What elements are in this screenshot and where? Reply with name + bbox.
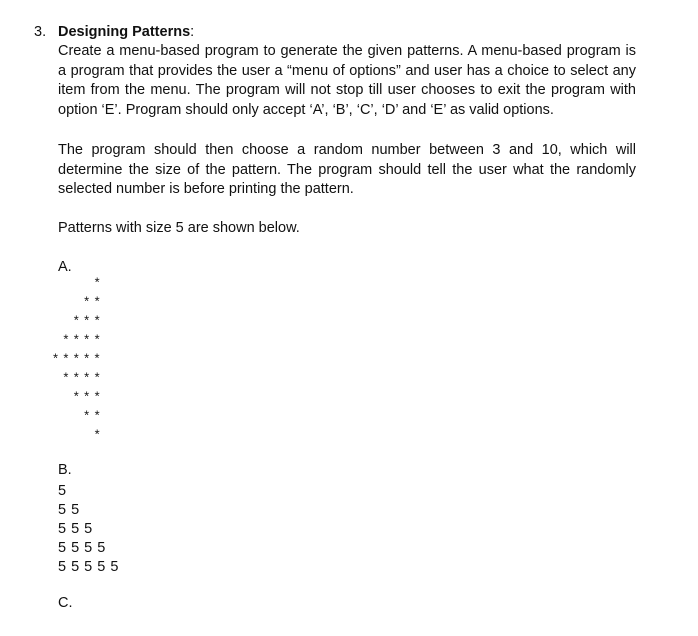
pattern-a-row: * * * * *	[51, 352, 101, 367]
pattern-a-row: * *	[82, 295, 101, 310]
pattern-a-row: * *	[82, 409, 101, 424]
pattern-b-row: 5 5	[58, 502, 80, 518]
pattern-a-row: * * * *	[61, 333, 101, 348]
pattern-a-row: * * *	[72, 390, 101, 405]
pattern-a-row: *	[93, 276, 101, 291]
pattern-a-row: * * * *	[61, 371, 101, 386]
pattern-c-label: C.	[58, 595, 73, 611]
question-title: Designing Patterns	[58, 24, 191, 40]
pattern-a-label: A.	[58, 259, 72, 275]
pattern-b-label: B.	[58, 462, 72, 478]
question-title-suffix: :	[190, 24, 195, 40]
pattern-b-row: 5 5 5 5 5	[58, 559, 119, 575]
pattern-a-row: *	[93, 428, 101, 443]
paragraph-patterns-intro: Patterns with size 5 are shown below.	[58, 220, 300, 236]
pattern-b-row: 5	[58, 483, 67, 499]
paragraph-random-size: The program should then choose a random number between 3 and 10, which will determine the size of the pattern. The program should tell the user what the randomly selected number is before printing the pattern.	[58, 142, 636, 197]
question-heading	[34, 23, 194, 42]
pattern-a-row: * * *	[72, 314, 101, 329]
paragraph-menu-description: Create a menu-based program to generate the given patterns. A menu-based program is a program that provides the user a “menu of options” and user has a choice to select any item from the menu. The program will not stop till user chooses to exit the program with option ‘E’. Program should only accept ‘A’, ‘B’, ‘C’, ‘D’ and ‘E’ as valid options.	[58, 43, 636, 118]
pattern-b-row: 5 5 5	[58, 521, 93, 537]
pattern-b-row: 5 5 5 5	[58, 540, 106, 556]
question-number: 3.	[34, 24, 47, 40]
